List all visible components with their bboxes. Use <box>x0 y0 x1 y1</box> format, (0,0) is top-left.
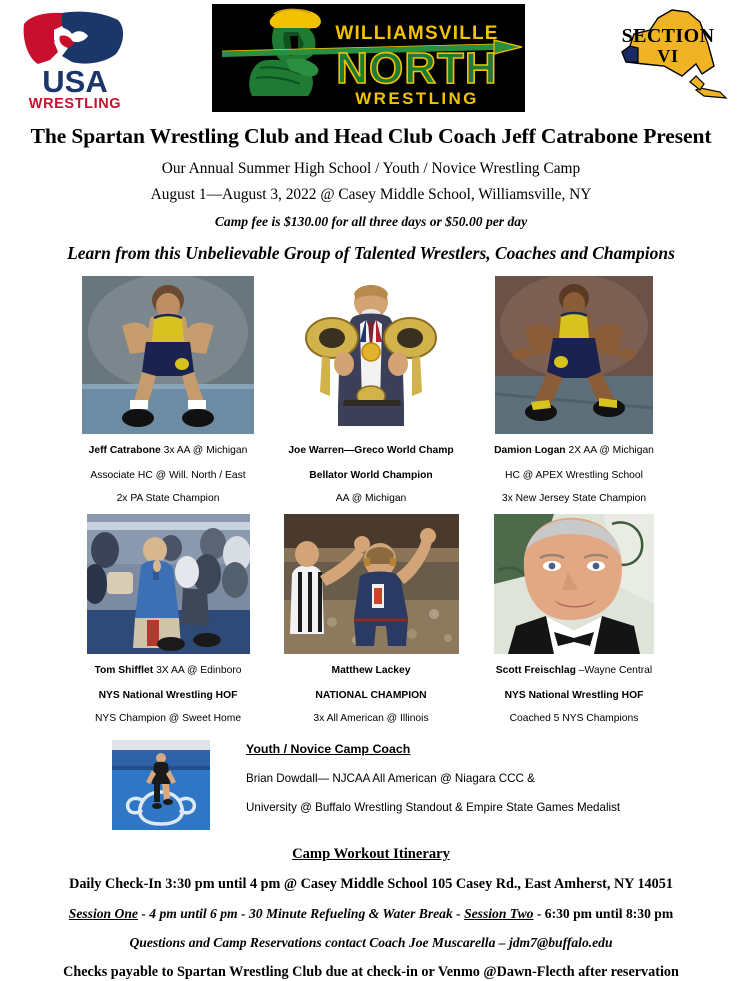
svg-text:WRESTLING: WRESTLING <box>355 89 479 108</box>
scott-freischlag-photo <box>494 514 654 654</box>
brian-dowdall-photo <box>112 740 210 830</box>
coach-name: Tom Shifflet <box>94 664 154 676</box>
youth-novice-section <box>0 740 742 830</box>
session-two-label: Session Two <box>464 905 534 921</box>
itinerary-questions: Questions and Camp Reservations contact Coach Joe Muscarella – jdm7@buffalo.edu <box>129 934 613 950</box>
wrestler-stance-photo-icon <box>82 276 254 434</box>
youth-text-block <box>246 740 620 814</box>
camp-tagline: Learn from this Unbelievable Group of Talented Wrestlers, Coaches and Champions <box>67 243 675 264</box>
coach-name: Damion Logan <box>494 445 566 457</box>
coach-detail-line-3: 2x PA State Champion <box>116 492 220 504</box>
youth-coach-heading: Youth / Novice Camp Coach <box>246 741 411 756</box>
coach-card <box>270 276 473 504</box>
svg-text:SECTION: SECTION <box>621 25 715 47</box>
svg-text:WRESTLING: WRESTLING <box>28 96 122 112</box>
coach-name-suffix: 2X AA @ Michigan <box>565 445 654 457</box>
usa-wrestling-logo <box>14 6 136 112</box>
session-one-label: Session One <box>68 905 138 921</box>
tom-shifflet-photo <box>87 514 250 654</box>
coach-name: Joe Warren—Greco World Champ <box>288 445 454 457</box>
coach-matside-photo-icon <box>87 514 250 654</box>
coach-detail-line-3: AA @ Michigan <box>335 492 407 504</box>
svg-text:USA: USA <box>42 64 108 99</box>
coach-name-line <box>94 665 241 676</box>
itinerary-checks: Checks payable to Spartan Wrestling Club due at check-in or Venmo @Dawn-Flecth after reservation <box>63 963 679 980</box>
coach-card <box>473 514 676 724</box>
coach-name-line <box>332 665 411 676</box>
youth-coach-line-1: Brian Dowdall— NJCAA All American @ Niagara CCC & <box>246 771 535 785</box>
itinerary-heading: Camp Workout Itinerary <box>292 845 450 862</box>
section-six-ny-state-icon <box>604 4 732 112</box>
coach-name-line <box>89 445 248 456</box>
williamsville-north-wrestling-logo <box>212 4 525 112</box>
coach-row-1 <box>0 276 742 504</box>
coach-detail-line-3: 3x All American @ Illinois <box>313 712 429 724</box>
itinerary-checkin: Daily Check-In 3:30 pm until 4 pm @ Casey Middle School 105 Casey Rd., East Amherst, NY 14051 <box>69 875 673 892</box>
coach-card <box>67 276 270 504</box>
coach-detail-line-3: 3x New Jersey State Champion <box>501 492 647 504</box>
coach-name-suffix: –Wayne Central <box>575 664 653 676</box>
coach-detail-line-2: Bellator World Champion <box>309 470 433 482</box>
coach-name: Matthew Lackey <box>331 664 411 676</box>
coach-name-line <box>288 445 453 456</box>
svg-text:VI: VI <box>657 46 679 66</box>
wrestler-stance-photo-icon <box>495 276 653 434</box>
youth-coach-line-2: University @ Buffalo Wrestling Standout & Empire State Games Medalist <box>246 800 621 814</box>
coach-detail-line-2: NYS National Wrestling HOF <box>504 690 644 702</box>
coach-row-2 <box>0 514 742 724</box>
coach-card <box>473 276 676 504</box>
camp-subtitle-line-2: August 1—August 3, 2022 @ Casey Middle School, Williamsville, NY <box>150 186 592 204</box>
session-one-detail: - 4 pm until 6 pm - 30 Minute Refueling & Water Break - <box>137 905 465 921</box>
damion-logan-photo <box>495 276 653 434</box>
coach-detail-line-2: NYS National Wrestling HOF <box>98 690 238 702</box>
coach-name-line <box>494 445 654 456</box>
camp-fee-line: Camp fee is $130.00 for all three days or $50.00 per day <box>214 214 528 230</box>
coach-card <box>270 514 473 724</box>
itinerary-sessions <box>0 906 742 922</box>
svg-text:NORTH: NORTH <box>336 44 498 93</box>
coach-name-suffix: 3x AA @ Michigan <box>160 445 248 457</box>
matthew-lackey-photo <box>284 514 459 654</box>
logo-header-row <box>0 0 742 118</box>
session-two-detail: - 6:30 pm until 8:30 pm <box>533 905 674 921</box>
coach-detail-line-3: Coached 5 NYS Champions <box>509 712 639 724</box>
headshot-tuxedo-photo-icon <box>494 514 654 654</box>
coach-detail-line-2: Associate HC @ Will. North / East <box>90 470 246 482</box>
coach-name: Scott Freischlag <box>495 664 576 676</box>
coach-on-mat-photo-icon <box>112 740 210 830</box>
joe-warren-photo <box>296 276 446 434</box>
coach-detail-line-3: NYS Champion @ Sweet Home <box>94 712 242 724</box>
coach-card <box>67 514 270 724</box>
usa-wrestling-icon <box>14 6 136 112</box>
victory-raised-arm-photo-icon <box>284 514 459 654</box>
svg-text:WILLIAMSVILLE: WILLIAMSVILLE <box>335 23 499 44</box>
jeff-catrabone-photo <box>82 276 254 434</box>
champion-with-belts-photo-icon <box>296 276 446 434</box>
coach-name-line <box>496 665 652 676</box>
page-title: The Spartan Wrestling Club and Head Club Coach Jeff Catrabone Present <box>30 124 712 148</box>
spartan-banner-icon <box>212 4 525 112</box>
coach-name: Jeff Catrabone <box>88 445 161 457</box>
coach-detail-line-2: NATIONAL CHAMPION <box>315 690 427 702</box>
coach-name-suffix: 3X AA @ Edinboro <box>153 664 242 676</box>
camp-subtitle-line-1: Our Annual Summer High School / Youth / Novice Wrestling Camp <box>161 159 581 177</box>
coach-detail-line-2: HC @ APEX Wrestling School <box>505 470 643 482</box>
section-vi-logo <box>604 4 732 112</box>
